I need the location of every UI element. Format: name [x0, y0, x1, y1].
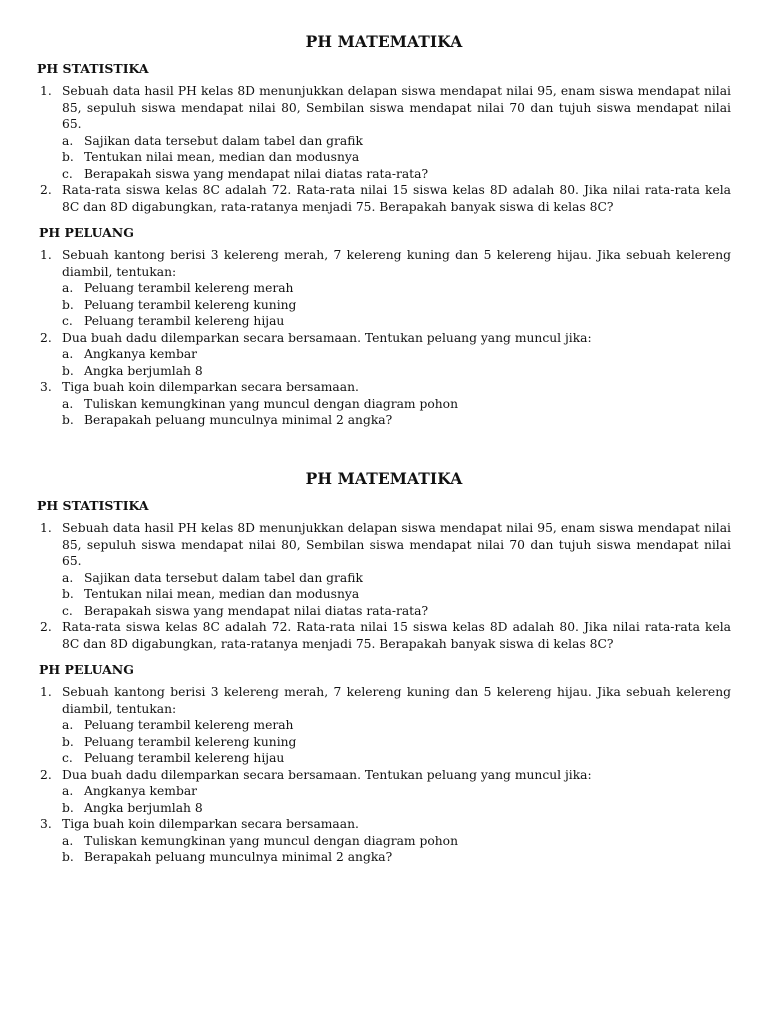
question-number: 3. [40, 380, 52, 394]
sub-question-letter: c. [62, 603, 73, 618]
sub-question-item [62, 717, 731, 734]
question-text: Tiga buah koin dilemparkan secara bersamaan. [62, 380, 359, 394]
sub-question-letter: b. [62, 297, 74, 312]
sub-question-text: Tuliskan kemungkinan yang muncul dengan diagram pohon [84, 396, 459, 411]
question-number: 1. [40, 84, 52, 98]
worksheet-2 [37, 468, 731, 866]
sub-question-item [62, 603, 731, 620]
question-item [37, 379, 731, 429]
sub-question-text: Sajikan data tersebut dalam tabel dan grafik [84, 133, 363, 148]
section-heading-peluang: PH PELUANG [39, 662, 134, 677]
sub-question-text: Tuliskan kemungkinan yang muncul dengan diagram pohon [84, 833, 459, 848]
sub-question-text: Peluang terambil kelereng hijau [84, 751, 285, 765]
question-item [37, 816, 731, 866]
sub-question-letter: c. [62, 751, 73, 765]
question-number: 1. [40, 248, 52, 262]
sub-question-list [62, 280, 731, 330]
sub-question-text: Peluang terambil kelereng kuning [84, 297, 297, 312]
sub-question-text: Berapakah peluang munculnya minimal 2 angka? [84, 413, 393, 427]
sub-question-letter: c. [62, 314, 73, 328]
document-title: PH MATEMATIKA [305, 469, 463, 488]
sub-question-item [62, 133, 731, 150]
sub-question-item [62, 396, 731, 413]
sub-question-letter: b. [62, 800, 74, 815]
sub-question-letter: a. [62, 833, 74, 848]
question-text: Sebuah kantong berisi 3 kelereng merah, 7 kelereng kuning dan 5 kelereng hijau. Jika sebuah kelereng diambil, tentukan: [62, 685, 731, 716]
question-number: 1. [40, 521, 52, 535]
question-item [37, 520, 731, 619]
sub-question-letter: b. [62, 734, 74, 749]
question-text: Dua buah dadu dilemparkan secara bersamaan. Tentukan peluang yang muncul jika: [62, 767, 592, 782]
question-number: 3. [40, 817, 52, 831]
sub-question-letter: a. [62, 570, 74, 585]
sub-question-list [62, 570, 731, 620]
sub-question-text: Peluang terambil kelereng merah [84, 281, 294, 295]
sub-question-item [62, 586, 731, 603]
sub-question-text: Peluang terambil kelereng hijau [84, 314, 285, 328]
sub-question-text: Berapakah peluang munculnya minimal 2 angka? [84, 850, 393, 864]
sub-question-letter: a. [62, 718, 74, 732]
sub-question-item [62, 166, 731, 183]
question-number: 2. [40, 183, 52, 197]
sub-question-text: Angka berjumlah 8 [84, 800, 203, 815]
sub-question-item [62, 750, 731, 767]
sub-question-item [62, 363, 731, 380]
sub-question-letter: a. [62, 784, 74, 798]
sub-question-item [62, 849, 731, 866]
question-text: Sebuah data hasil PH kelas 8D menunjukkan delapan siswa mendapat nilai 95, enam siswa mendapat nilai 85, sepuluh siswa mendapat nilai 80, Sembilan siswa mendapat nilai 70 dan tujuh siswa mendapat nilai 65. [62, 84, 731, 131]
question-item [37, 247, 731, 330]
question-item [37, 83, 731, 182]
sub-question-letter: a. [62, 281, 74, 295]
sub-question-text: Angkanya kembar [84, 347, 198, 361]
question-item [37, 330, 731, 380]
sub-question-item [62, 412, 731, 429]
sub-question-item [62, 570, 731, 587]
sub-question-text: Berapakah siswa yang mendapat nilai diatas rata-rata? [84, 603, 429, 618]
sub-question-text: Angkanya kembar [84, 784, 198, 798]
question-number: 1. [40, 685, 52, 699]
sub-question-letter: a. [62, 347, 74, 361]
sub-question-text: Tentukan nilai mean, median dan modusnya [84, 587, 360, 601]
sub-question-item [62, 297, 731, 314]
sub-question-item [62, 313, 731, 330]
sub-question-letter: b. [62, 363, 74, 378]
sub-question-text: Berapakah siswa yang mendapat nilai diatas rata-rata? [84, 166, 429, 181]
question-text: Sebuah kantong berisi 3 kelereng merah, 7 kelereng kuning dan 5 kelereng hijau. Jika sebuah kelereng diambil, tentukan: [62, 248, 731, 279]
question-text: Sebuah data hasil PH kelas 8D menunjukkan delapan siswa mendapat nilai 95, enam siswa mendapat nilai 85, sepuluh siswa mendapat nilai 80, Sembilan siswa mendapat nilai 70 dan tujuh siswa mendapat nilai 65. [62, 521, 731, 568]
question-number: 2. [40, 620, 52, 634]
sub-question-text: Peluang terambil kelereng merah [84, 718, 294, 732]
sub-question-list [62, 783, 731, 816]
sub-question-item [62, 346, 731, 363]
sub-question-list [62, 133, 731, 183]
sub-question-item [62, 800, 731, 817]
question-item [37, 619, 731, 652]
document-title: PH MATEMATIKA [305, 32, 463, 51]
peluang-question-list [37, 247, 731, 429]
question-item [37, 767, 731, 817]
sub-question-list [62, 346, 731, 379]
sub-question-text: Tentukan nilai mean, median dan modusnya [84, 150, 360, 164]
sub-question-item [62, 783, 731, 800]
statistika-question-list [37, 520, 731, 652]
sub-question-item [62, 280, 731, 297]
sub-question-text: Sajikan data tersebut dalam tabel dan grafik [84, 570, 363, 585]
question-number: 2. [40, 330, 52, 345]
sub-question-letter: b. [62, 150, 74, 164]
question-text: Rata-rata siswa kelas 8C adalah 72. Rata-rata nilai 15 siswa kelas 8D adalah 80. Jika nilai rata-rata kela 8C dan 8D digabungkan, rata-ratanya menjadi 75. Berapakah banyak siswa di kelas 8C? [62, 183, 731, 214]
question-number: 2. [40, 767, 52, 782]
sub-question-letter: b. [62, 413, 74, 427]
peluang-question-list [37, 684, 731, 866]
sub-question-text: Peluang terambil kelereng kuning [84, 734, 297, 749]
sub-question-letter: a. [62, 133, 74, 148]
sub-question-text: Angka berjumlah 8 [84, 363, 203, 378]
sub-question-list [62, 396, 731, 429]
statistika-question-list [37, 83, 731, 215]
sub-question-item [62, 149, 731, 166]
sub-question-letter: c. [62, 166, 73, 181]
sub-question-list [62, 717, 731, 767]
sub-question-item [62, 833, 731, 850]
sub-question-letter: b. [62, 850, 74, 864]
question-text: Rata-rata siswa kelas 8C adalah 72. Rata-rata nilai 15 siswa kelas 8D adalah 80. Jika nilai rata-rata kela 8C dan 8D digabungkan, rata-ratanya menjadi 75. Berapakah banyak siswa di kelas 8C? [62, 620, 731, 651]
sub-question-letter: a. [62, 396, 74, 411]
section-heading-peluang: PH PELUANG [39, 225, 134, 240]
question-text: Tiga buah koin dilemparkan secara bersamaan. [62, 817, 359, 831]
section-heading-statistika: PH STATISTIKA [37, 61, 149, 76]
section-heading-statistika: PH STATISTIKA [37, 498, 149, 513]
sub-question-letter: b. [62, 587, 74, 601]
sub-question-list [62, 833, 731, 866]
worksheet-1 [37, 31, 731, 429]
question-text: Dua buah dadu dilemparkan secara bersamaan. Tentukan peluang yang muncul jika: [62, 330, 592, 345]
question-item [37, 182, 731, 215]
question-item [37, 684, 731, 767]
sub-question-item [62, 734, 731, 751]
